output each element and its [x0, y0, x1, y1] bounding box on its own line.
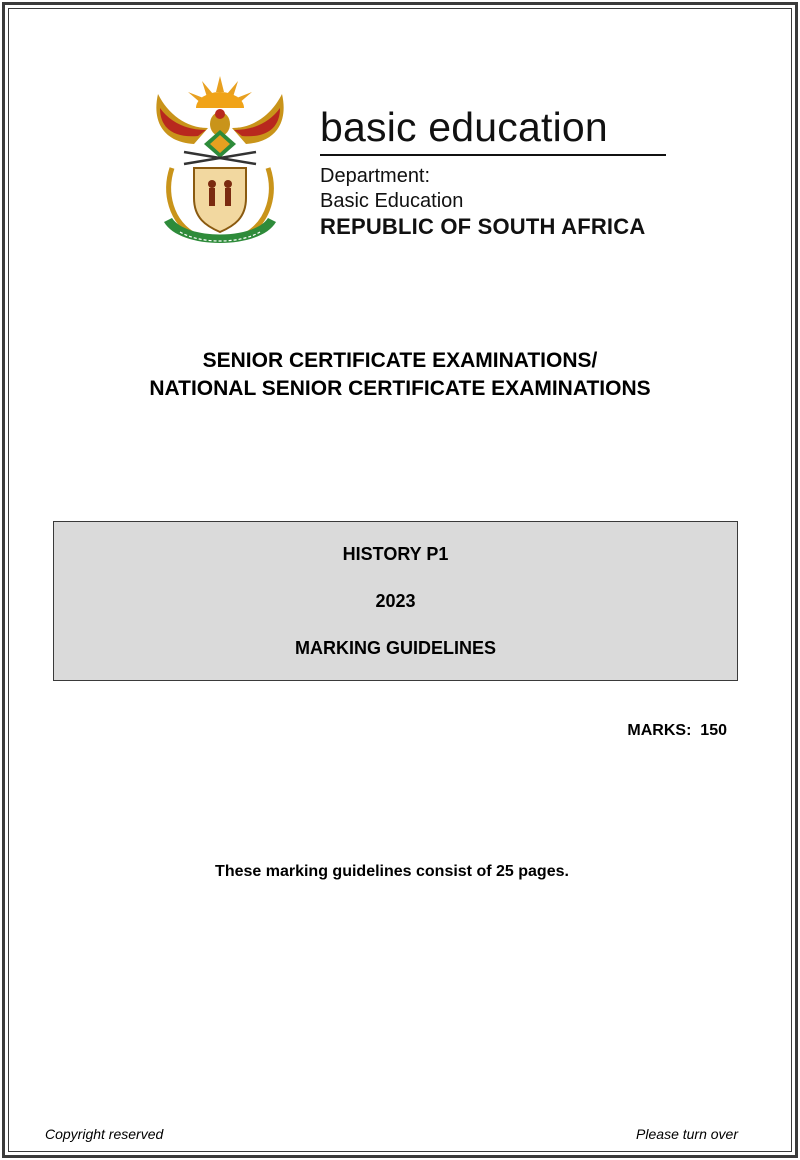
department-brand: basic education [320, 104, 608, 150]
document-type: MARKING GUIDELINES [294, 638, 496, 658]
brand-underline [320, 154, 666, 156]
country-name: REPUBLIC OF SOUTH AFRICA [320, 214, 646, 239]
total-marks: MARKS: 150 [627, 722, 727, 739]
footer-copyright: Copyright reserved [45, 1126, 164, 1142]
exam-title-line-1: SENIOR CERTIFICATE EXAMINATIONS/ [202, 349, 598, 372]
page-count-note: These marking guidelines consist of 25 pages. [215, 863, 569, 880]
department-logo [150, 72, 680, 252]
department-name-block [320, 104, 680, 240]
exam-year: 2023 [375, 591, 416, 611]
subject-box [53, 521, 738, 681]
exam-title-line-2: NATIONAL SENIOR CERTIFICATE EXAMINATIONS [149, 377, 651, 400]
footer-turn-over: Please turn over [636, 1126, 738, 1142]
department-label: Department: [320, 165, 431, 187]
exam-title [60, 347, 740, 403]
subject-name: HISTORY P1 [342, 544, 449, 564]
department-name: Basic Education [320, 190, 464, 212]
coat-of-arms-icon [150, 72, 290, 250]
